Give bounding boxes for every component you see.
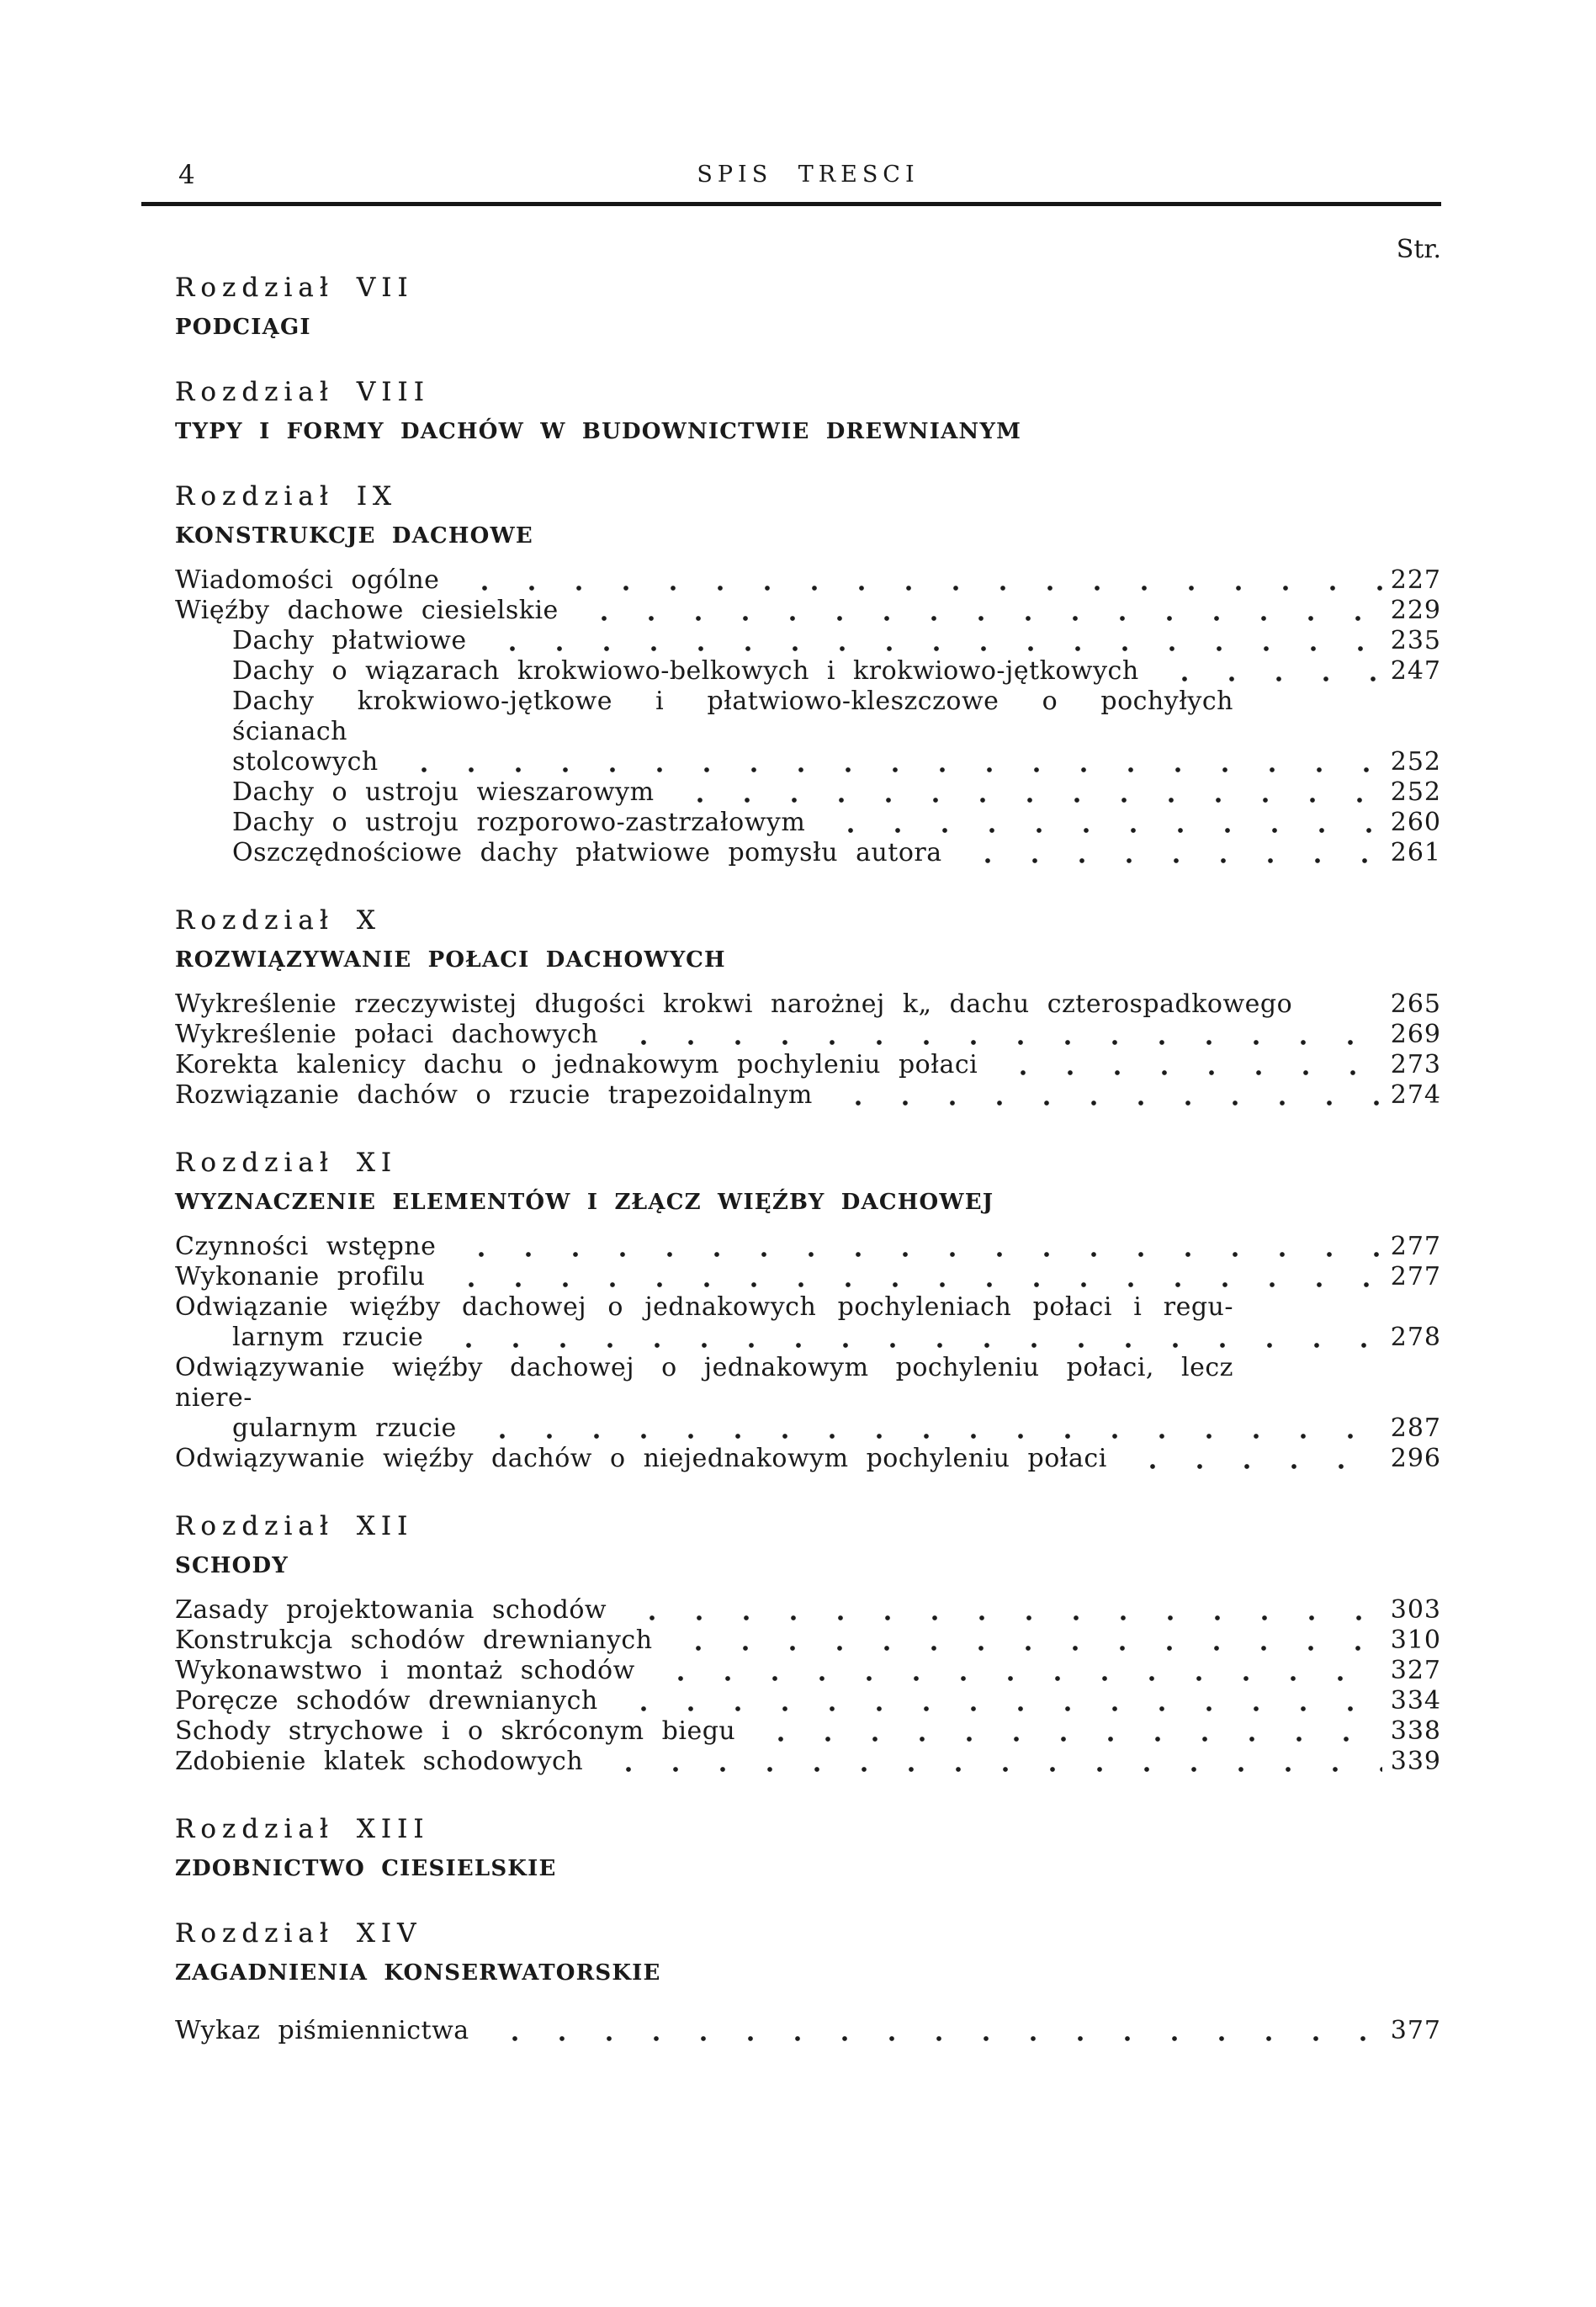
entry-page-number: 252 bbox=[1390, 777, 1441, 807]
chapter-title: ZDOBNICTWO CIESIELSKIE bbox=[175, 1856, 557, 1881]
chapter-title: ROZWIĄZYWANIE POŁACI DACHOWYCH bbox=[175, 947, 726, 973]
toc-entry bbox=[175, 1050, 1441, 1080]
entry-text: Zdobienie klatek schodowych bbox=[175, 1747, 584, 1776]
dot-leader bbox=[991, 1050, 1381, 1080]
toc-entry bbox=[175, 1626, 1441, 1656]
entry-text: Konstrukcja schodów drewnianych bbox=[175, 1626, 653, 1655]
entry-text: Dachy o ustroju wieszarowym bbox=[232, 777, 655, 807]
toc-entries bbox=[175, 989, 1441, 1111]
entry-page-number: 273 bbox=[1390, 1050, 1441, 1079]
toc-entry bbox=[175, 1686, 1441, 1716]
toc-entry bbox=[175, 989, 1441, 1020]
entry-text: Korekta kalenicy dachu o jednakowym pochyleniu połaci bbox=[175, 1050, 978, 1079]
dot-leader bbox=[439, 1262, 1382, 1292]
chapter-label: Rozdział VIII bbox=[175, 377, 430, 407]
dot-leader bbox=[572, 596, 1382, 626]
entry-page-number: 265 bbox=[1390, 989, 1441, 1019]
entry-page-number: 235 bbox=[1390, 626, 1441, 655]
entry-page-number: 260 bbox=[1390, 808, 1441, 837]
entry-text: Dachy o wiązarach krokwiowo-belkowych i krokwiowo-jętkowych bbox=[232, 656, 1139, 686]
entry-page-number: 334 bbox=[1390, 1686, 1441, 1716]
toc-entry bbox=[175, 777, 1441, 808]
toc-entry bbox=[175, 596, 1441, 626]
toc-entry bbox=[175, 565, 1441, 596]
toc-entry bbox=[175, 808, 1441, 838]
toc-entry-first-line: Odwiązywanie więźby dachowej o jednakowym pochyleniu połaci, lecz niere- bbox=[175, 1353, 1233, 1413]
toc-entry bbox=[175, 1747, 1441, 1777]
entry-text: Czynności wstępne bbox=[175, 1232, 437, 1261]
chapter-block bbox=[175, 905, 1441, 1111]
dot-leader bbox=[1121, 1444, 1382, 1474]
entry-page-number: 339 bbox=[1390, 1747, 1441, 1776]
bibliography-section bbox=[175, 2016, 1441, 2046]
chapter-title: PODCIĄGI bbox=[175, 315, 311, 340]
toc-entry bbox=[175, 1020, 1441, 1050]
entry-text: Wykonawstwo i montaż schodów bbox=[175, 1656, 635, 1685]
dot-leader bbox=[649, 1656, 1382, 1686]
dot-leader bbox=[453, 565, 1381, 596]
entry-text: Rozwiązanie dachów o rzucie trapezoidalnym bbox=[175, 1080, 813, 1110]
page-header bbox=[175, 160, 1441, 195]
toc-entry bbox=[175, 1595, 1441, 1626]
toc-entry bbox=[175, 1080, 1441, 1111]
dot-leader bbox=[449, 1232, 1381, 1262]
entry-page-number: 261 bbox=[1390, 838, 1441, 867]
chapter-label: Rozdział X bbox=[175, 905, 381, 936]
dot-leader bbox=[392, 747, 1382, 777]
entry-page-number: 296 bbox=[1390, 1444, 1441, 1473]
entry-text: Wiadomości ogólne bbox=[175, 565, 440, 595]
entry-page-number: 278 bbox=[1390, 1323, 1441, 1352]
entry-page-number: 274 bbox=[1390, 1080, 1441, 1110]
entry-page-number: 269 bbox=[1390, 1020, 1441, 1049]
dot-leader bbox=[437, 1323, 1382, 1353]
page-column-label: Str. bbox=[1396, 235, 1441, 264]
dot-leader bbox=[749, 1716, 1382, 1747]
entry-text: Poręcze schodów drewnianych bbox=[175, 1686, 598, 1716]
chapter-title: SCHODY bbox=[175, 1553, 289, 1578]
toc-entries bbox=[175, 1595, 1441, 1777]
toc-entry bbox=[175, 1716, 1441, 1747]
toc-entries bbox=[175, 565, 1441, 868]
chapter-block bbox=[175, 481, 1441, 868]
dot-leader bbox=[612, 1020, 1382, 1050]
chapter-title: WYZNACZENIE ELEMENTÓW I ZŁĄCZ WIĘŹBY DACHOWEJ bbox=[175, 1190, 994, 1215]
toc-entry bbox=[175, 1444, 1441, 1474]
toc-entry-first-line: Dachy krokwiowo-jętkowe i płatwiowo-kleszczowe o pochyłych ścianach bbox=[232, 687, 1233, 746]
dot-leader bbox=[1153, 656, 1382, 687]
toc-entry bbox=[175, 1323, 1441, 1353]
entry-text: Odwiązywanie więźby dachów o niejednakowym pochyleniu połaci bbox=[175, 1444, 1107, 1473]
chapter-title: TYPY I FORMY DACHÓW W BUDOWNICTWIE DREWNIANYM bbox=[175, 419, 1022, 444]
entry-text: gularnym rzucie bbox=[232, 1413, 457, 1443]
entry-text: Dachy płatwiowe bbox=[232, 626, 467, 655]
dot-leader bbox=[470, 1413, 1382, 1444]
page-title: SPIS TRESCI bbox=[697, 162, 920, 188]
toc-entry bbox=[175, 1262, 1441, 1292]
entry-text: Wykonanie profilu bbox=[175, 1262, 426, 1291]
toc-entry bbox=[175, 838, 1441, 868]
toc-entry bbox=[175, 1413, 1441, 1444]
entry-page-number: 377 bbox=[1390, 2016, 1441, 2045]
chapter-block bbox=[175, 1148, 1441, 1474]
dot-leader bbox=[666, 1626, 1382, 1656]
dot-leader bbox=[668, 777, 1382, 808]
entry-page-number: 303 bbox=[1390, 1595, 1441, 1625]
entry-text: Wykreślenie rzeczywistej długości krokwi narożnej k„ dachu czterospadkowego bbox=[175, 989, 1293, 1019]
dot-leader bbox=[956, 838, 1382, 868]
toc-entry bbox=[175, 2016, 1441, 2046]
entry-text: larnym rzucie bbox=[232, 1323, 424, 1352]
entry-page-number: 252 bbox=[1390, 747, 1441, 777]
chapter-block bbox=[175, 377, 1441, 444]
dot-leader bbox=[819, 808, 1381, 838]
entry-text: Wykaz piśmiennictwa bbox=[175, 2016, 469, 2045]
entry-page-number: 338 bbox=[1390, 1716, 1441, 1746]
dot-leader bbox=[612, 1686, 1382, 1716]
entry-text: Schody strychowe i o skróconym biegu bbox=[175, 1716, 736, 1746]
entry-page-number: 287 bbox=[1390, 1413, 1441, 1443]
entry-page-number: 277 bbox=[1390, 1262, 1441, 1291]
toc-entry bbox=[175, 1656, 1441, 1686]
dot-leader bbox=[480, 626, 1382, 656]
chapter-label: Rozdział XII bbox=[175, 1511, 414, 1541]
chapter-label: Rozdział XIII bbox=[175, 1814, 430, 1844]
toc-entry bbox=[175, 1232, 1441, 1262]
chapter-title: ZAGADNIENIA KONSERWATORSKIE bbox=[175, 1960, 661, 1986]
chapter-block bbox=[175, 1814, 1441, 1881]
toc-entry bbox=[175, 626, 1441, 656]
dot-leader bbox=[1306, 989, 1382, 1020]
entry-text: Oszczędnościowe dachy płatwiowe pomysłu autora bbox=[232, 838, 942, 867]
entry-text: Wykreślenie połaci dachowych bbox=[175, 1020, 599, 1049]
toc-entry bbox=[175, 747, 1441, 777]
chapter-label: Rozdział XIV bbox=[175, 1918, 422, 1949]
entry-page-number: 247 bbox=[1390, 656, 1441, 686]
entry-text: stolcowych bbox=[232, 747, 379, 777]
entry-text: Zasady projektowania schodów bbox=[175, 1595, 607, 1625]
page-number-folio: 4 bbox=[178, 160, 196, 190]
chapter-label: Rozdział IX bbox=[175, 481, 398, 512]
dot-leader bbox=[826, 1080, 1382, 1111]
dot-leader bbox=[483, 2016, 1382, 2046]
chapter-title: KONSTRUKCJE DACHOWE bbox=[175, 523, 533, 549]
chapter-block bbox=[175, 1511, 1441, 1777]
entry-page-number: 227 bbox=[1390, 565, 1441, 595]
entry-page-number: 310 bbox=[1390, 1626, 1441, 1655]
toc-entry bbox=[175, 656, 1441, 687]
toc-entries bbox=[175, 1232, 1441, 1474]
chapter-block bbox=[175, 1918, 1441, 1986]
entry-text: Dachy o ustroju rozporowo-zastrzałowym bbox=[232, 808, 806, 837]
dot-leader bbox=[620, 1595, 1382, 1626]
entry-page-number: 229 bbox=[1390, 596, 1441, 625]
chapter-label: Rozdział VII bbox=[175, 273, 414, 303]
entry-page-number: 277 bbox=[1390, 1232, 1441, 1261]
toc-entry-first-line: Odwiązanie więźby dachowej o jednakowych pochyleniach połaci i regu- bbox=[175, 1292, 1233, 1322]
dot-leader bbox=[597, 1747, 1382, 1777]
entry-text: Więźby dachowe ciesielskie bbox=[175, 596, 559, 625]
entry-page-number: 327 bbox=[1390, 1656, 1441, 1685]
chapter-block bbox=[175, 273, 1441, 340]
chapter-label: Rozdział XI bbox=[175, 1148, 398, 1178]
header-rule bbox=[141, 202, 1441, 206]
toc-chapters bbox=[175, 273, 1441, 1986]
